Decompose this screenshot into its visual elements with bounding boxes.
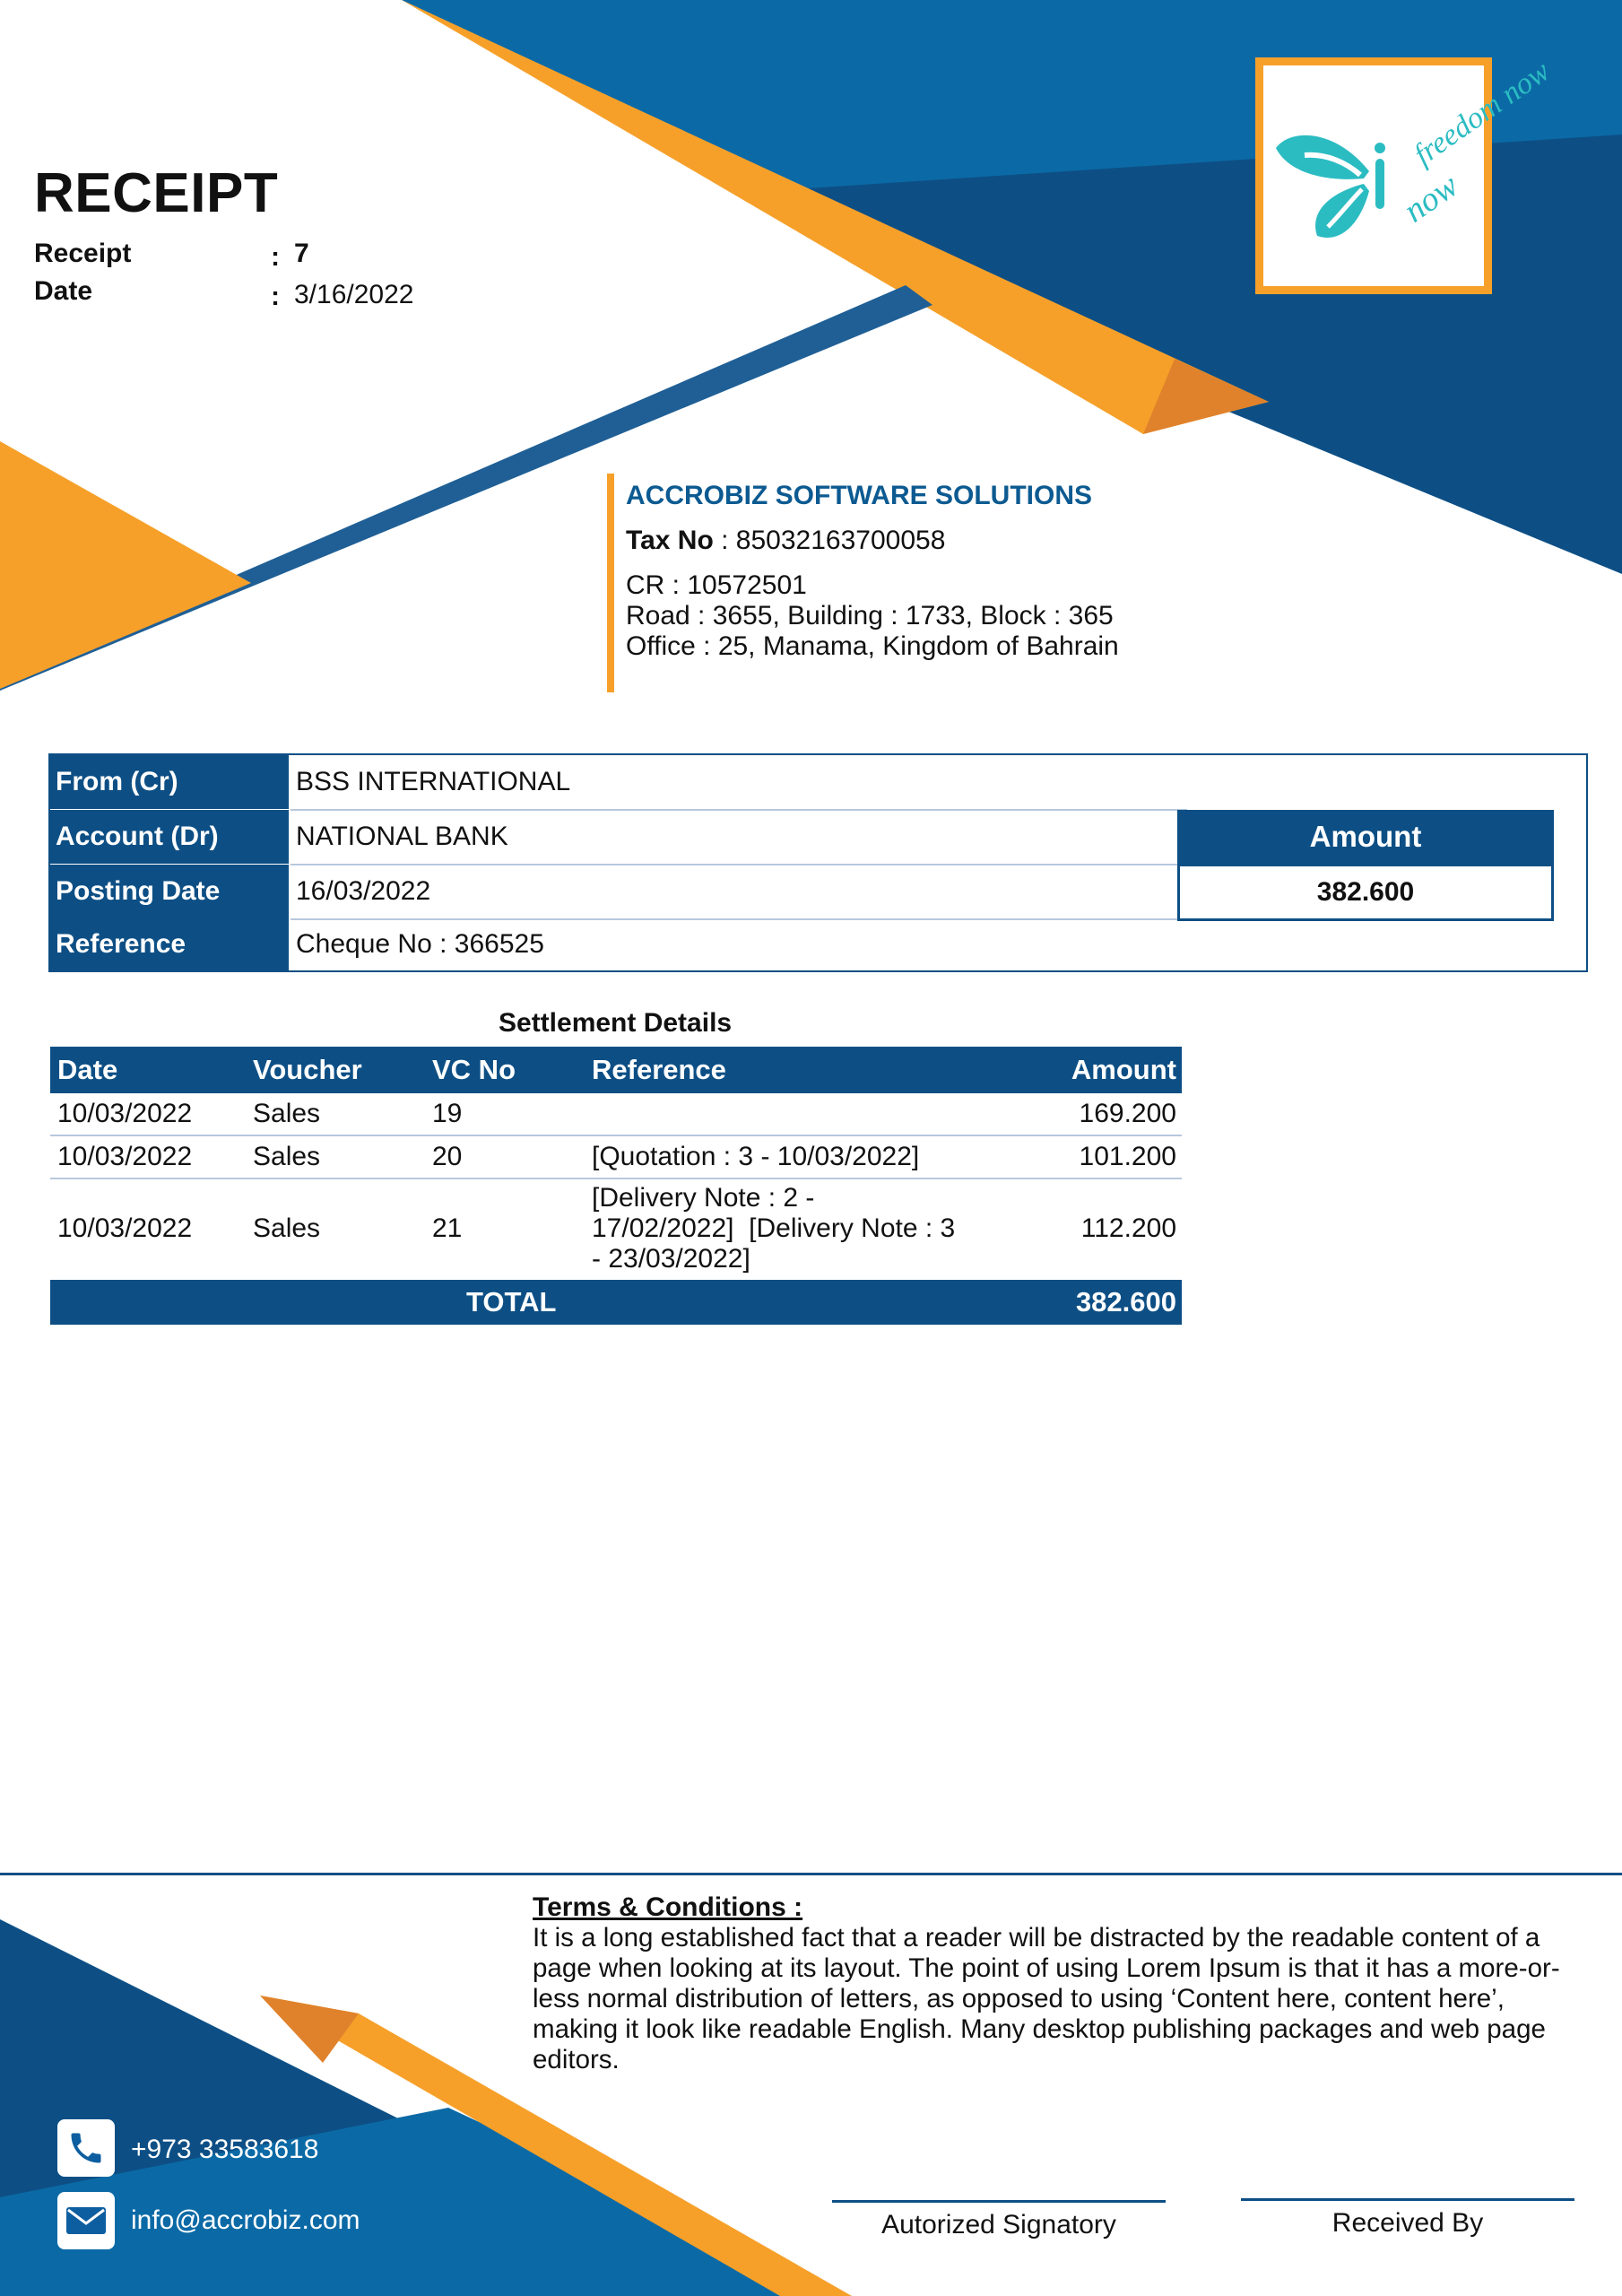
- company-office: Office : 25, Manama, Kingdom of Bahrain: [626, 631, 1119, 661]
- amount-header: Amount: [1177, 810, 1554, 864]
- col-date-header: Date: [57, 1054, 118, 1085]
- row2-date: 10/03/2022: [57, 1142, 193, 1171]
- col-amount-header: Amount: [1071, 1054, 1176, 1085]
- row3-reference-line: - 23/03/2022]: [592, 1244, 750, 1274]
- authorized-signatory-label: Autorized Signatory: [881, 2210, 1116, 2239]
- received-by-line: [1241, 2198, 1574, 2201]
- company-road: Road : 3655, Building : 1733, Block : 365: [626, 601, 1114, 631]
- receipt-number-colon: :: [271, 242, 280, 272]
- svg-text:now: now: [1397, 166, 1466, 230]
- settlement-header-row: [50, 1047, 1182, 1093]
- logo-text-freedom: freedom now: [1408, 54, 1557, 172]
- amount-value: 382.600: [1177, 864, 1554, 921]
- company-tax: [626, 526, 945, 556]
- row1-voucher: Sales: [253, 1099, 321, 1128]
- row3-reference-line: [Delivery Note : 2 -: [592, 1183, 815, 1213]
- row1-vcno: 19: [432, 1099, 463, 1128]
- col-voucher-header: Voucher: [253, 1054, 362, 1085]
- row2-voucher: Sales: [253, 1142, 321, 1171]
- account-value: NATIONAL BANK: [296, 822, 508, 851]
- settlement-title: Settlement Details: [499, 1008, 733, 1038]
- row3-reference: [592, 1183, 955, 1274]
- row3-reference-line: 17/02/2022] [Delivery Note : 3: [592, 1213, 956, 1243]
- footer-divider: [0, 1873, 1622, 1875]
- terms-body: It is a long established fact that a reader will be distracted by the readable content of a page when looking at its layout. The point of using Lorem Ipsum is that it has a more-or-less normal distribution of letters, as opposed to using ‘Content here, content here’, making it look like readable English. Many desktop publishing packages and web page editors.: [533, 1923, 1560, 2074]
- account-label: Account (Dr): [50, 810, 289, 864]
- company-name: ACCROBIZ SOFTWARE SOLUTIONS: [626, 481, 1092, 510]
- receipt-number-label: Receipt: [34, 239, 132, 268]
- row2-reference: [Quotation : 3 - 10/03/2022]: [592, 1142, 920, 1171]
- company-logo: [1255, 54, 1557, 294]
- row2-amount: 101.200: [1079, 1142, 1176, 1171]
- company-accent-bar: [607, 474, 614, 692]
- from-value: BSS INTERNATIONAL: [296, 767, 571, 796]
- total-label: TOTAL: [466, 1286, 557, 1318]
- receipt-date-colon: :: [271, 282, 280, 311]
- email-address[interactable]: info@accrobiz.com: [131, 2205, 360, 2235]
- company-tax-label: Tax No: [626, 526, 714, 555]
- col-reference-header: Reference: [592, 1054, 726, 1085]
- authorized-signature-line: [832, 2200, 1166, 2203]
- table-row-divider: [50, 1178, 1182, 1179]
- phone-number[interactable]: +973 33583618: [131, 2135, 319, 2164]
- col-vcno-header: VC No: [432, 1054, 516, 1085]
- total-row: [50, 1280, 1182, 1325]
- mail-icon: [57, 2192, 115, 2249]
- received-by-label: Received By: [1331, 2208, 1484, 2238]
- reference-label: Reference: [50, 918, 289, 970]
- row3-voucher: Sales: [253, 1213, 321, 1243]
- mail-glyph: [65, 2205, 108, 2237]
- posting-date-label: Posting Date: [50, 865, 289, 918]
- row2-vcno: 20: [432, 1142, 463, 1171]
- footer-orange-shade: [260, 1996, 359, 2063]
- receipt-title: RECEIPT: [34, 162, 279, 224]
- row3-amount: 112.200: [1080, 1213, 1176, 1243]
- row1-date: 10/03/2022: [57, 1099, 193, 1128]
- posting-date-value: 16/03/2022: [296, 876, 431, 906]
- row1-amount: 169.200: [1079, 1099, 1176, 1128]
- receipt-date-label: Date: [34, 276, 93, 306]
- company-tax-value: : 85032163700058: [713, 526, 946, 555]
- receipt-date-value: 3/16/2022: [294, 280, 414, 309]
- butterfly-logo-icon: [1263, 54, 1557, 286]
- from-label: From (Cr): [50, 755, 289, 809]
- row3-date: 10/03/2022: [57, 1213, 193, 1243]
- reference-value: Cheque No : 366525: [296, 929, 544, 959]
- receipt-number-value: 7: [294, 239, 309, 268]
- total-value: 382.600: [1075, 1286, 1176, 1318]
- phone-icon: [57, 2119, 115, 2177]
- terms-title: Terms & Conditions :: [533, 1892, 803, 1922]
- phone-glyph: [66, 2128, 106, 2168]
- header-left-orange-triangle: [0, 441, 251, 689]
- row3-vcno: 21: [432, 1213, 463, 1243]
- company-cr: CR : 10572501: [626, 570, 807, 600]
